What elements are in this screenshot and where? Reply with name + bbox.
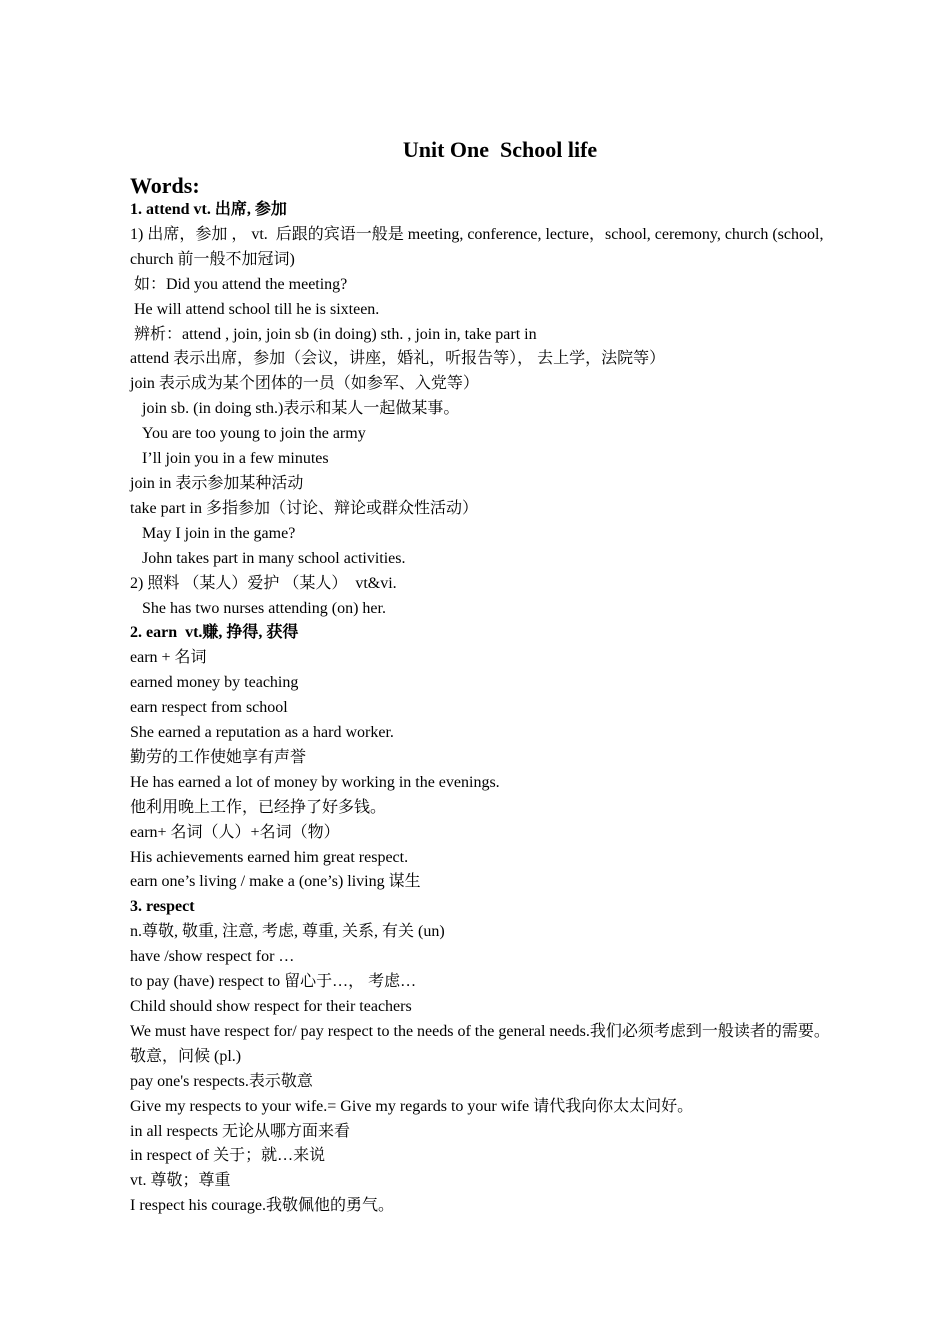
section-heading-words: Words: xyxy=(130,173,200,198)
page-title: Unit One School life xyxy=(402,137,598,162)
document-body xyxy=(130,198,870,1219)
text-line: May I join in the game? xyxy=(130,524,296,542)
text-line: 敬意，问候 (pl.) xyxy=(130,1047,242,1065)
text-line: 2) 照料 （某人）爱护 （某人） vt&vi. xyxy=(130,574,397,592)
text-line: earn one’s living / make a (one’s) living 谋生 xyxy=(130,873,421,891)
text-line: You are too young to join the army xyxy=(130,425,366,443)
text-line: Child should show respect for their teachers xyxy=(130,998,412,1015)
text-line: have /show respect for … xyxy=(130,948,295,966)
text-line: She has two nurses attending (on) her. xyxy=(130,599,386,617)
text-line: earn + 名词 xyxy=(130,649,207,667)
text-line: She earned a reputation as a hard worker. xyxy=(130,724,394,742)
text-line: His achievements earned him great respect. xyxy=(130,848,409,866)
text-line: vt. 尊敬；尊重 xyxy=(130,1172,231,1190)
text-line: earn respect from school xyxy=(130,699,288,717)
text-line: Give my respects to your wife.= Give my regards to your wife 请代我向你太太问好。 xyxy=(130,1097,694,1115)
text-line: earned money by teaching xyxy=(130,674,299,692)
text-line: join in 表示参加某种活动 xyxy=(130,474,304,492)
text-line: 他利用晚上工作，已经挣了好多钱。 xyxy=(130,798,387,816)
text-line: take part in 多指参加（讨论、辩论或群众性活动） xyxy=(130,499,478,517)
text-line: 1) 出席，参加 ， vt. 后跟的宾语一般是 meeting, conference, lecture，school, ceremony, church (school, church 前一般不加冠词) xyxy=(130,225,828,268)
text-line: I’ll join you in a few minutes xyxy=(130,450,329,468)
text-line: 如：Did you attend the meeting? xyxy=(130,275,348,293)
text-line: John takes part in many school activities. xyxy=(130,549,406,567)
text-line: 勤劳的工作使她享有声誉 xyxy=(130,748,307,766)
text-line: We must have respect for/ pay respect to the needs of the general needs.我们必须考虑到一般读者的需要。 xyxy=(130,1022,830,1040)
entry-heading: 1. attend vt. 出席, 参加 xyxy=(130,201,287,218)
text-line: join sb. (in doing sth.)表示和某人一起做某事。 xyxy=(130,400,460,418)
text-line: He will attend school till he is sixteen. xyxy=(130,300,380,318)
text-line: join 表示成为某个团体的一员（如参军、入党等） xyxy=(130,375,479,393)
text-line: in all respects 无论从哪方面来看 xyxy=(130,1122,350,1140)
text-line: pay one's respects.表示敬意 xyxy=(130,1072,313,1090)
text-line: n.尊敬, 敬重, 注意, 考虑, 尊重, 关系, 有关 (un) xyxy=(130,923,445,941)
entry-heading: 2. earn vt.赚, 挣得, 获得 xyxy=(130,624,299,642)
entry-heading: 3. respect xyxy=(130,898,195,916)
text-line: He has earned a lot of money by working in the evenings. xyxy=(130,773,500,791)
text-line: I respect his courage.我敬佩他的勇气。 xyxy=(130,1197,394,1215)
text-line: to pay (have) respect to 留心于…， 考虑… xyxy=(130,973,417,991)
text-line: 辨析：attend , join, join sb (in doing) sth. , join in, take part in xyxy=(130,325,537,343)
text-line: in respect of 关于；就…来说 xyxy=(130,1147,326,1165)
document-page xyxy=(130,134,870,1219)
text-line: attend 表示出席，参加（会议，讲座，婚礼，听报告等）， 去上学，法院等） xyxy=(130,350,666,368)
text-line: earn+ 名词（人）+名词（物） xyxy=(130,823,340,841)
